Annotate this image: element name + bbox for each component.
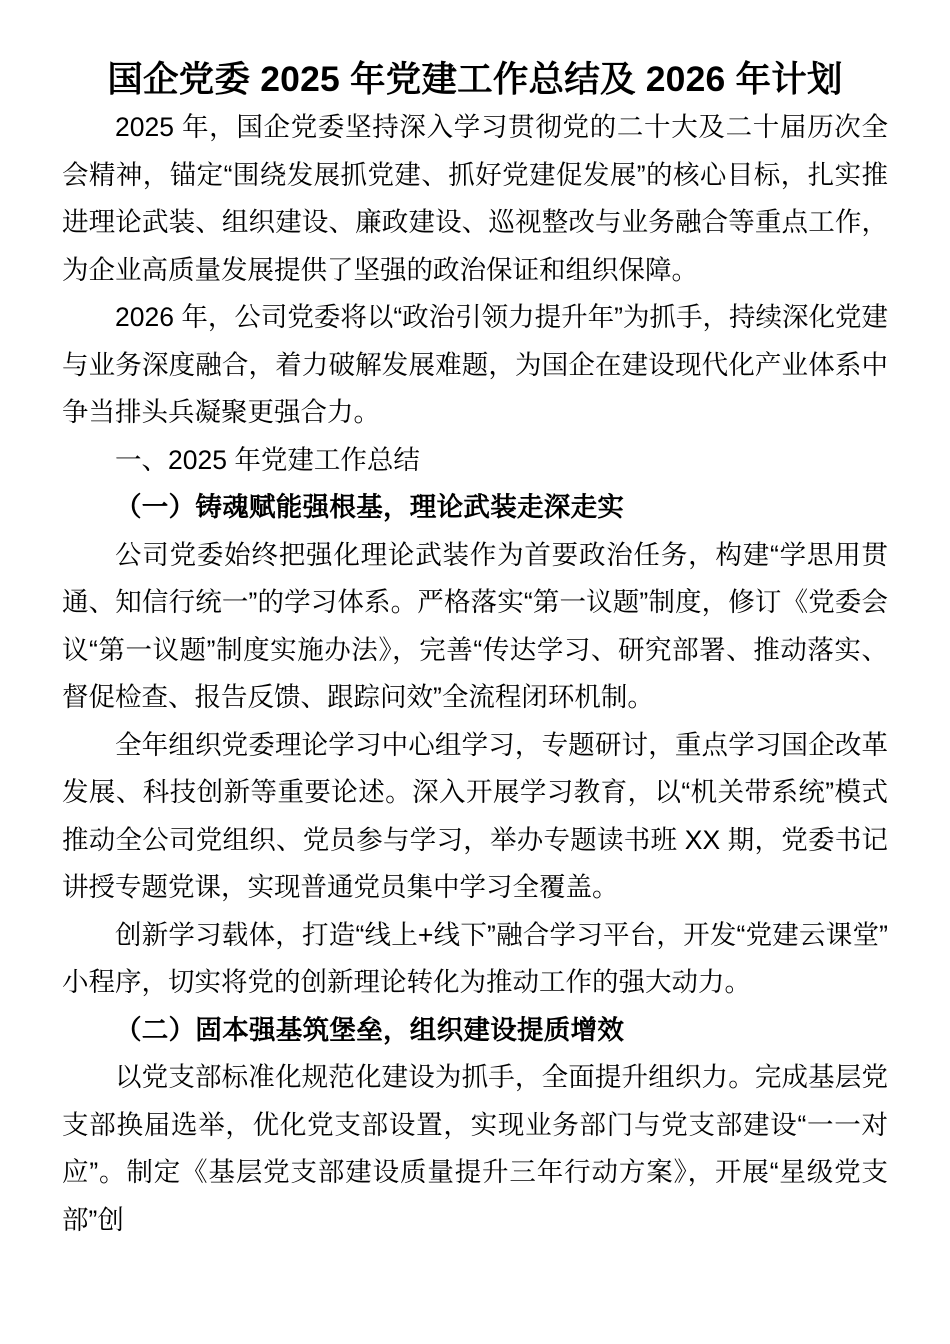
paragraph-1-1-c: 创新学习载体，打造“线上+线下”融合学习平台，开发“党建云课堂”小程序，切实将党的创新理论转化为推动工作的强大动力。: [62, 919, 888, 998]
page-title: 国企党委 2025 年党建工作总结及 2026 年计划: [107, 59, 843, 99]
paragraph-1-2-a: 以党支部标准化规范化建设为抓手，全面提升组织力。完成基层党支部换届选举，优化党支部设置，实现业务部门与党支部建设“一一对应”。制定《基层党支部建设质量提升三年行动方案》，开展“星级党支部”创: [62, 1062, 888, 1235]
paragraph-intro-2025: 2025 年，国企党委坚持深入学习贯彻党的二十大及二十届历次全会精神，锚定“围绕发展抓党建、抓好党建促发展”的核心目标，扎实推进理论武装、组织建设、廉政建设、巡视整改与业务融合等重点工作，为企业高质量发展提供了坚强的政治保证和组织保障。: [62, 112, 888, 285]
paragraph-intro-2026: 2026 年，公司党委将以“政治引领力提升年”为抓手，持续深化党建与业务深度融合，着力破解发展难题，为国企在建设现代化产业体系中争当排头兵凝聚更强合力。: [62, 302, 888, 428]
paragraph-1-1-b: 全年组织党委理论学习中心组学习，专题研讨，重点学习国企改革发展、科技创新等重要论述。深入开展学习教育，以“机关带系统”模式推动全公司党组织、党员参与学习，举办专题读书班 XX 期，党委书记讲授专题党课，实现普通党员集中学习全覆盖。: [62, 729, 888, 903]
section-heading-1: 一、2025 年党建工作总结: [115, 444, 420, 475]
subsection-heading-1-2: （二）固本强基筑堡垒，组织建设提质增效: [115, 1014, 625, 1045]
subsection-heading-1-1: （一）铸魂赋能强根基，理论武装走深走实: [115, 492, 625, 523]
paragraph-1-1-a: 公司党委始终把强化理论武装作为首要政治任务，构建“学思用贯通、知信行统一”的学习体系。严格落实“第一议题”制度，修订《党委会议“第一议题”制度实施办法》，完善“传达学习、研究部署、推动落实、督促检查、报告反馈、跟踪问效”全流程闭环机制。: [62, 539, 888, 713]
document-body: [62, 0, 888, 1244]
